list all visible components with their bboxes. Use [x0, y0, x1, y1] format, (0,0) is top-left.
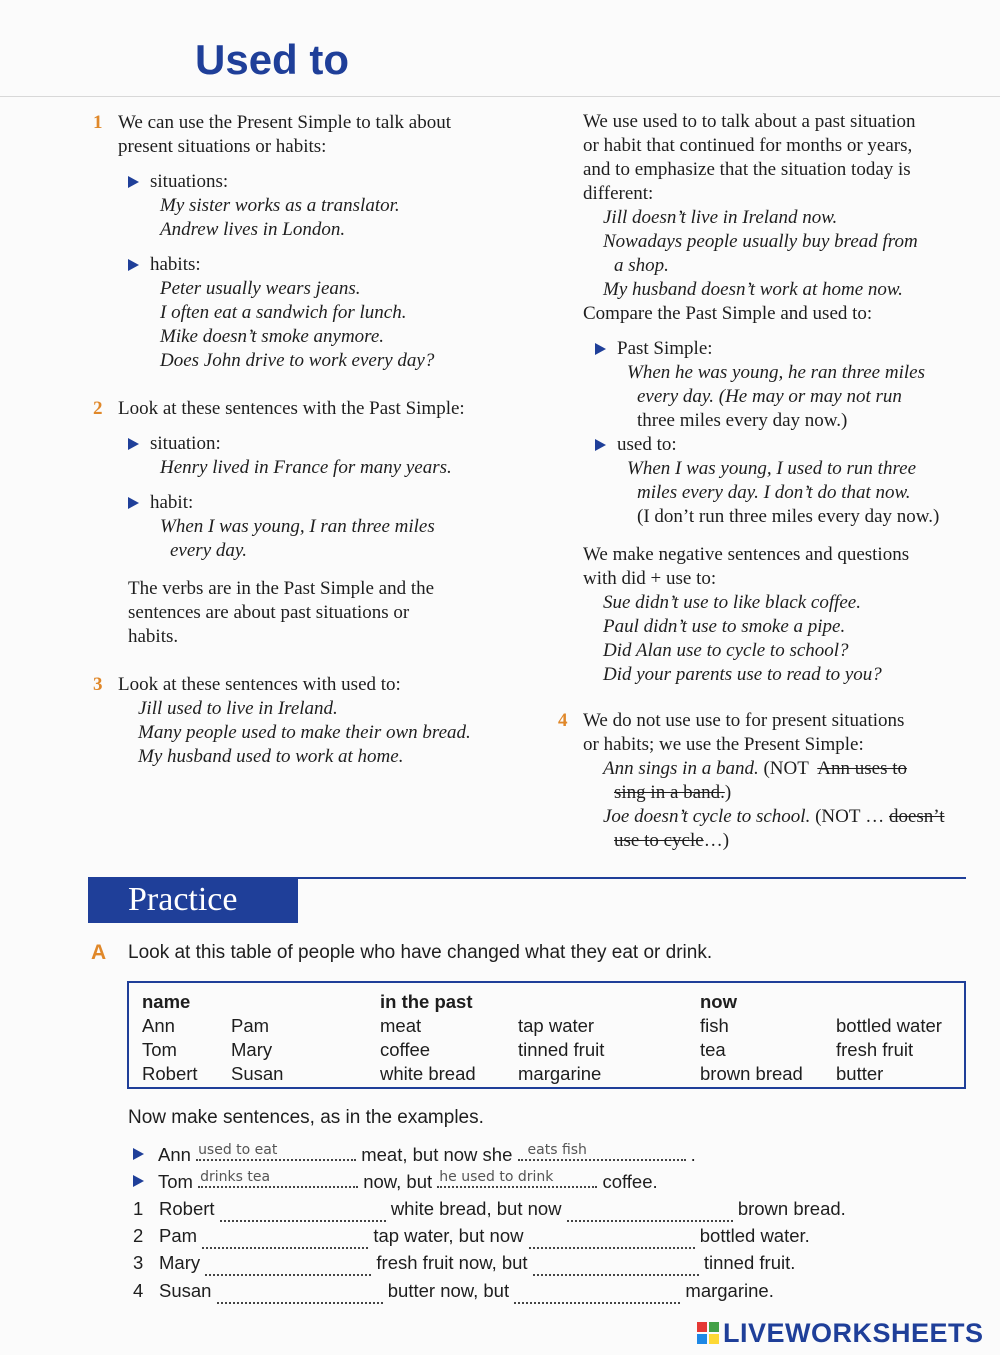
- triangle-bullet-icon: [128, 259, 139, 271]
- table-cell: white bread: [380, 1063, 476, 1084]
- paragraph-line: different:: [583, 183, 654, 204]
- table-cell: butter: [836, 1063, 884, 1084]
- answer-input[interactable]: [205, 1256, 371, 1276]
- liveworksheets-logo[interactable]: [696, 1318, 984, 1349]
- sentence-text: butter now, but: [387, 1280, 510, 1301]
- item-number: 3: [133, 1252, 144, 1273]
- answer-input[interactable]: [220, 1202, 386, 1222]
- person-name: Pam: [159, 1225, 198, 1246]
- example-sentence: I often eat a sandwich for lunch.: [160, 302, 407, 323]
- answer-input[interactable]: [567, 1202, 733, 1222]
- sentence-end: .: [690, 1144, 696, 1165]
- example-sentence: When I was young, I ran three miles: [160, 516, 435, 537]
- table-cell: brown bread: [700, 1063, 803, 1084]
- table-cell: Mary: [231, 1039, 273, 1060]
- table-header-name: name: [142, 991, 191, 1012]
- table-header-past: in the past: [380, 991, 473, 1012]
- answer-blank: [198, 1170, 358, 1188]
- sentence-text: white bread, but now: [390, 1198, 562, 1219]
- page-title: Used to: [195, 36, 350, 83]
- answer-text: eats fish: [527, 1142, 587, 1158]
- struck-text: use to cycle: [614, 830, 704, 851]
- triangle-bullet-icon: [595, 343, 606, 355]
- bullet-habit: [128, 491, 538, 563]
- answer-input[interactable]: [217, 1284, 383, 1304]
- example-sentence: When he was young, he ran three miles: [627, 362, 925, 383]
- example-sentence: use to cycle…): [614, 830, 730, 851]
- example-sentence: miles every day. I don’t do that now.: [637, 482, 911, 503]
- person-name: Robert: [159, 1198, 215, 1219]
- triangle-bullet-icon: [128, 176, 139, 188]
- item-number: 2: [133, 1225, 144, 1246]
- exercise-instruction: Look at this table of people who have changed what they eat or drink.: [128, 942, 713, 963]
- example-sentence: Peter usually wears jeans.: [160, 278, 361, 299]
- item-number: 1: [133, 1198, 144, 1219]
- table-cell: Pam: [231, 1015, 270, 1036]
- answer-input[interactable]: [533, 1256, 699, 1276]
- example-sentence: Joe doesn’t cycle to school. (NOT … doesn’t: [603, 806, 945, 827]
- section-4: [558, 709, 978, 853]
- section-text: or habits; we use the Present Simple:: [583, 734, 864, 755]
- exercise-item: [133, 1250, 795, 1276]
- struck-text: sing in a band.: [614, 782, 725, 803]
- sentence-end: brown bread.: [737, 1198, 846, 1219]
- bullet-label: habits:: [150, 254, 201, 275]
- example-text: Joe doesn’t cycle to school.: [603, 806, 811, 827]
- section-text: We do not use use to for present situations: [583, 710, 905, 731]
- paragraph-line: We make negative sentences and questions: [583, 544, 910, 565]
- person-name: Tom: [158, 1171, 193, 1192]
- table-cell: Susan: [231, 1063, 284, 1084]
- example-sentence: Henry lived in France for many years.: [160, 457, 452, 478]
- paragraph-line: and to emphasize that the situation today is: [583, 159, 911, 180]
- top-divider: [0, 96, 1000, 97]
- section-text: We can use the Present Simple to talk about: [118, 112, 452, 133]
- bullet-label: situations:: [150, 171, 229, 192]
- section-1: [93, 111, 538, 373]
- example-sentence: My husband used to work at home.: [138, 746, 404, 767]
- example-sentence: Does John drive to work every day?: [160, 350, 435, 371]
- make-sentences-instruction: Now make sentences, as in the examples.: [128, 1107, 484, 1128]
- example-sentence: Did your parents use to read to you?: [603, 664, 882, 685]
- note-line: sentences are about past situations or: [128, 602, 410, 623]
- practice-rule: [298, 877, 966, 879]
- sentence-end: margarine.: [685, 1280, 774, 1301]
- section-number: 2: [93, 398, 103, 419]
- example-sentence: Paul didn’t use to smoke a pipe.: [603, 616, 846, 637]
- table-cell: Tom: [142, 1039, 177, 1060]
- practice-title: Practice: [128, 881, 238, 918]
- triangle-bullet-icon: [128, 438, 139, 450]
- triangle-bullet-icon: [128, 497, 139, 509]
- answer-blank: [518, 1143, 686, 1161]
- exercise-item: [133, 1196, 846, 1222]
- not-label: NOT: [821, 806, 861, 827]
- section-text: Look at these sentences with used to:: [118, 674, 401, 695]
- sentence-text: fresh fruit now, but: [376, 1252, 528, 1273]
- answer-text: he used to drink: [439, 1169, 554, 1185]
- example-sentence: Ann sings in a band. (NOT Ann uses to: [603, 758, 908, 779]
- table-cell: bottled water: [836, 1015, 942, 1036]
- bullet-situations: [128, 170, 538, 242]
- table-cell: coffee: [380, 1039, 431, 1060]
- triangle-bullet-icon: [595, 439, 606, 451]
- liveworksheets-icon: [696, 1321, 720, 1345]
- answer-input[interactable]: [529, 1229, 695, 1249]
- struck-text: doesn’t: [888, 806, 945, 827]
- bullet-used-to: [595, 433, 978, 529]
- table-cell: tap water: [518, 1015, 595, 1036]
- sentence-text: tap water, but now: [373, 1225, 524, 1246]
- section-text: present situations or habits:: [118, 136, 327, 157]
- example-sentence: My husband doesn’t work at home now.: [603, 279, 903, 300]
- sentence-end: coffee.: [602, 1171, 658, 1192]
- food-change-table: [127, 981, 966, 1089]
- bullet-label: situation:: [150, 433, 221, 454]
- example-sentence: a shop.: [614, 255, 669, 276]
- paragraph-line: We use used to to talk about a past situation: [583, 111, 916, 132]
- example-sentence: When I was young, I used to run three: [627, 458, 916, 479]
- exercise-letter: A: [91, 941, 107, 964]
- example-sentence: My sister works as a translator.: [160, 195, 400, 216]
- example-sentence: Andrew lives in London.: [160, 219, 346, 240]
- section-number: 3: [93, 674, 103, 695]
- person-name: Ann: [158, 1144, 191, 1165]
- example-text: Ann sings in a band.: [603, 758, 759, 779]
- compare-text: Compare the Past Simple and used to:: [583, 303, 873, 324]
- table-cell: tinned fruit: [518, 1039, 605, 1060]
- answer-text: used to eat: [198, 1142, 278, 1158]
- answer-blank: [196, 1143, 356, 1161]
- person-name: Mary: [159, 1252, 201, 1273]
- person-name: Susan: [159, 1280, 212, 1301]
- not-label: NOT: [769, 758, 809, 779]
- logo-text: LIVEWORKSHEETS: [723, 1318, 984, 1348]
- triangle-bullet-icon: [133, 1175, 144, 1187]
- example-sentence: Jill doesn’t live in Ireland now.: [603, 207, 838, 228]
- answer-input[interactable]: [202, 1229, 368, 1249]
- table-cell: Ann: [142, 1015, 175, 1036]
- right-column: [558, 110, 978, 853]
- left-column: [93, 111, 538, 769]
- example-sentence: Mike doesn’t smoke anymore.: [160, 326, 385, 347]
- bullet-habits: [128, 253, 538, 373]
- bullet-label: used to:: [617, 434, 677, 455]
- bullet-past-simple: [595, 337, 978, 433]
- example-sentence: Jill used to live in Ireland.: [138, 698, 338, 719]
- example-sentence: every day.: [170, 540, 248, 561]
- paragraph-line: or habit that continued for months or years,: [583, 135, 913, 156]
- bullet-label: Past Simple:: [617, 338, 713, 359]
- example-sentence: three miles every day now.): [637, 410, 848, 431]
- example-sentence: Many people used to make their own bread.: [138, 722, 471, 743]
- example-sentence: Sue didn’t use to like black coffee.: [603, 592, 861, 613]
- section-text: Look at these sentences with the Past Simple:: [118, 398, 465, 419]
- answer-blank: [437, 1170, 597, 1188]
- table-header-now: now: [700, 991, 737, 1012]
- sentence-text: now, but: [363, 1171, 433, 1192]
- paragraph-line: with did + use to:: [583, 568, 717, 589]
- table-cell: fresh fruit: [836, 1039, 914, 1060]
- section-number: 4: [558, 710, 568, 731]
- sentence-text: meat, but now she: [361, 1144, 513, 1165]
- table-cell: Robert: [142, 1063, 198, 1084]
- table-cell: meat: [380, 1015, 422, 1036]
- section-2: [93, 397, 538, 649]
- note-line: habits.: [128, 626, 179, 647]
- section-note: [128, 577, 538, 649]
- section-3: [93, 673, 538, 769]
- bullet-situation: [128, 432, 538, 480]
- example-sentence: (I don’t run three miles every day now.): [637, 506, 940, 527]
- item-number: 4: [133, 1280, 144, 1301]
- answer-input[interactable]: [514, 1284, 680, 1304]
- bullet-label: habit:: [150, 492, 194, 513]
- answer-text: drinks tea: [200, 1169, 271, 1185]
- sentence-end: bottled water.: [699, 1225, 810, 1246]
- table-cell: margarine: [518, 1063, 602, 1084]
- example-sentence: sing in a band.): [614, 782, 732, 803]
- exercise-item: [133, 1278, 774, 1304]
- sentence-end: tinned fruit.: [703, 1252, 796, 1273]
- negative-section: [583, 543, 978, 687]
- table-cell: tea: [700, 1039, 726, 1060]
- triangle-bullet-icon: [133, 1148, 144, 1160]
- note-line: The verbs are in the Past Simple and the: [128, 578, 435, 599]
- example-sentence: Nowadays people usually buy bread from: [603, 231, 918, 252]
- example-sentence: Did Alan use to cycle to school?: [603, 640, 849, 661]
- struck-text: Ann uses to: [817, 758, 908, 779]
- exercise-item: [133, 1223, 810, 1249]
- section-number: 1: [93, 112, 103, 133]
- example-line: [133, 1169, 658, 1195]
- table-cell: fish: [700, 1015, 729, 1036]
- example-sentence: every day. (He may or may not run: [637, 386, 902, 407]
